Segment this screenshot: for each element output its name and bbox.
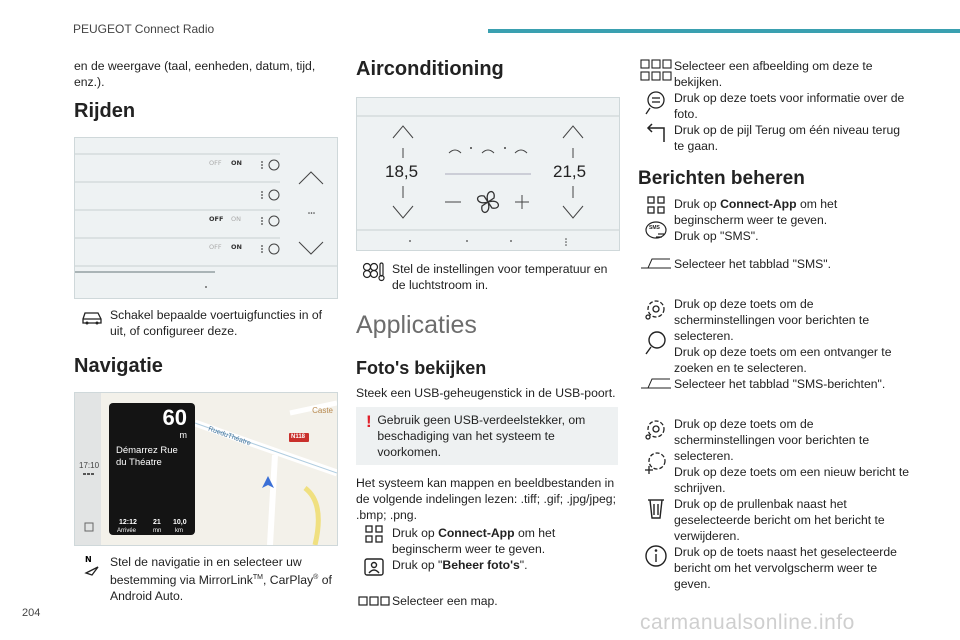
- header-accent-bar: [488, 29, 960, 33]
- bericht-step-1-post: om het beginscherm weer te geven.: [674, 197, 838, 227]
- sms-bubble-icon: [638, 220, 674, 248]
- bericht-step-5: [638, 330, 910, 376]
- svg-text:N: N: [85, 555, 92, 564]
- grid-apps-icon: [356, 525, 392, 553]
- bericht-step-8: [638, 450, 910, 496]
- section-title-berichten: Berichten beheren: [638, 168, 805, 189]
- navigatie-text-2: , CarPlay: [263, 573, 314, 588]
- info-search-icon: [638, 90, 674, 118]
- nav-mn-value: 21: [153, 519, 161, 526]
- car-icon: [74, 307, 110, 335]
- intro-text: en de weergave (taal, eenheden, datum, tijd, enz.).: [74, 59, 316, 89]
- temp-left: 18,5: [385, 162, 419, 181]
- registered-sup: ®: [313, 574, 319, 581]
- bericht-step-10: [638, 544, 910, 592]
- warning-text: Gebruik geen USB-verdeelstekker, om beschadiging van het systeem te voorkomen.: [377, 413, 586, 459]
- column-2: [356, 58, 618, 621]
- search-icon: [638, 330, 674, 358]
- rijden-info: [74, 307, 336, 339]
- svg-text:OFF: OFF: [209, 243, 222, 251]
- nav-guidance-panel: [109, 403, 195, 535]
- bericht-step-9-text: Druk op de prullenbak naast het geselecteerde bericht om het bericht te verwijderen.: [674, 497, 885, 543]
- foto-step-4-text: Selecteer een afbeelding om deze te bekijken.: [674, 59, 873, 89]
- warning-icon: !: [366, 412, 372, 431]
- svg-text:ON: ON: [231, 243, 242, 251]
- trash-icon: [638, 496, 674, 524]
- trademark-sup: TM: [252, 574, 264, 581]
- tab-icon: [638, 256, 674, 284]
- airco-text: Stel de instellingen voor temperatuur en de luchtstroom in.: [392, 262, 608, 292]
- bericht-step-7-text: Druk op deze toets om de scherminstellingen voor berichten te selecteren.: [674, 417, 870, 463]
- foto-step-2-text: [392, 557, 618, 573]
- section-title-navigatie: Navigatie: [74, 355, 163, 377]
- svg-text:OFF: OFF: [209, 159, 222, 167]
- running-header: PEUGEOT Connect Radio: [73, 22, 215, 36]
- rijden-screenshot: [74, 137, 338, 299]
- nav-clock: 17:10: [79, 461, 100, 470]
- fan-temperature-icon: [356, 261, 392, 289]
- nav-road-label: RueduThéatre: [207, 425, 252, 448]
- bericht-step-6-text: Selecteer het tabblad "SMS-berichten".: [674, 377, 886, 391]
- bericht-step-10-text: Druk op de toets naast het geselecteerde bericht om het vervolgscherm weer te geven.: [674, 545, 897, 591]
- section-title-applicaties: Applicaties: [356, 311, 477, 339]
- column-1: [74, 58, 336, 604]
- navigatie-text-1: Stel de navigatie in en selecteer uw bestemming via MirrorLink: [110, 555, 302, 588]
- photo-manager-icon: [356, 557, 392, 585]
- bericht-step-3-text: Selecteer het tabblad "SMS".: [674, 257, 832, 271]
- bericht-step-3: [638, 256, 910, 284]
- foto-step-2-bold: Beheer foto's: [442, 558, 520, 572]
- airco-info: [356, 261, 618, 293]
- nav-street: Démarrez Rue du Théatre: [116, 445, 178, 468]
- bericht-step-8-text: Druk op deze toets om een nieuw bericht te schrijven.: [674, 465, 910, 495]
- bericht-step-5-text: Druk op deze toets om een ontvanger te zoeken en te selecteren.: [674, 345, 892, 375]
- foto-step-5-text: Druk op deze toets voor informatie over de foto.: [674, 91, 905, 121]
- rijden-screen-graphic: [75, 138, 337, 298]
- foto-step-4: [638, 58, 910, 90]
- tab-icon: [638, 376, 674, 404]
- watermark: carmanualsonline.info: [640, 611, 855, 634]
- page-number: 204: [22, 607, 41, 619]
- foto-step-6-text: Druk op de pijl Terug om één niveau terug te gaan.: [674, 123, 901, 153]
- airco-screenshot: [356, 97, 620, 251]
- formats-text: Het systeem kan mappen en beeldbestanden in de volgende indelingen lezen: .tiff; .gif; .jpg/jpeg; .bmp; .png.: [356, 476, 616, 522]
- foto-step-1-text: [392, 525, 618, 557]
- folder-row-icon: [356, 593, 392, 621]
- svg-text:OFF: OFF: [209, 215, 224, 223]
- navigatie-text: [110, 554, 336, 604]
- navigatie-info: [74, 554, 336, 604]
- foto-step-6: [638, 122, 910, 154]
- bericht-step-1-pre: Druk op: [674, 197, 721, 211]
- image-grid-icon: [638, 58, 674, 86]
- nav-km-label: km: [175, 528, 183, 534]
- bericht-step-6: [638, 376, 910, 404]
- nav-distance-unit: m: [179, 430, 187, 440]
- nav-km-value: 10,0: [173, 519, 187, 526]
- column-3: [638, 58, 910, 592]
- settings-gear-icon: [638, 416, 674, 444]
- bericht-step-4-text: Druk op deze toets om de scherminstellingen voor berichten te selecteren.: [674, 297, 870, 343]
- nav-road-badge: N118: [291, 434, 306, 440]
- rijden-text: Schakel bepaalde voertuigfuncties in of uit, of configureer deze.: [110, 308, 323, 338]
- info-circle-icon: [638, 544, 674, 572]
- foto-step-3-text: Selecteer een map.: [392, 594, 498, 608]
- foto-step-5: [638, 90, 910, 122]
- foto-step-3: [356, 593, 618, 621]
- nav-mn-label: mn: [153, 528, 162, 534]
- navigation-arrow-icon: [74, 554, 110, 582]
- foto-step-1: [356, 525, 618, 557]
- foto-step-2-post: ".: [519, 558, 528, 572]
- bericht-step-2: [638, 220, 910, 248]
- svg-text:ON: ON: [231, 159, 242, 167]
- temp-right: 21,5: [553, 162, 587, 181]
- sms-icon-label: SMS: [649, 225, 660, 231]
- section-title-fotos: Foto's bekijken: [356, 358, 487, 378]
- svg-text:ON: ON: [231, 215, 241, 223]
- new-message-icon: [638, 450, 674, 478]
- settings-gear-icon: [638, 296, 674, 324]
- nav-distance: 60: [162, 405, 187, 430]
- foto-step-1-bold: Connect-App: [438, 526, 515, 540]
- foto-step-2-pre: Druk op ": [392, 558, 443, 572]
- foto-step-1-post: om het beginscherm weer te geven.: [392, 526, 556, 556]
- fotos-text: Steek een USB-geheugenstick in de USB-poort.: [356, 386, 616, 400]
- navigatie-text-3: of Android Auto.: [110, 573, 332, 604]
- warning-box: [356, 407, 618, 465]
- nav-map-place: Caste: [312, 406, 333, 415]
- bericht-step-2-text: Druk op "SMS".: [674, 229, 759, 243]
- nav-arrive-label: Arrivée: [117, 528, 137, 534]
- bericht-step-1-bold: Connect-App: [720, 197, 797, 211]
- foto-step-2: [356, 557, 618, 585]
- foto-step-1-pre: Druk op: [392, 526, 439, 540]
- nav-arrive-time: 12:12: [119, 519, 137, 526]
- section-title-airconditioning: Airconditioning: [356, 58, 504, 80]
- back-arrow-icon: [638, 122, 674, 150]
- navigation-screenshot: [74, 392, 338, 546]
- bericht-step-9: [638, 496, 910, 544]
- section-title-rijden: Rijden: [74, 100, 136, 122]
